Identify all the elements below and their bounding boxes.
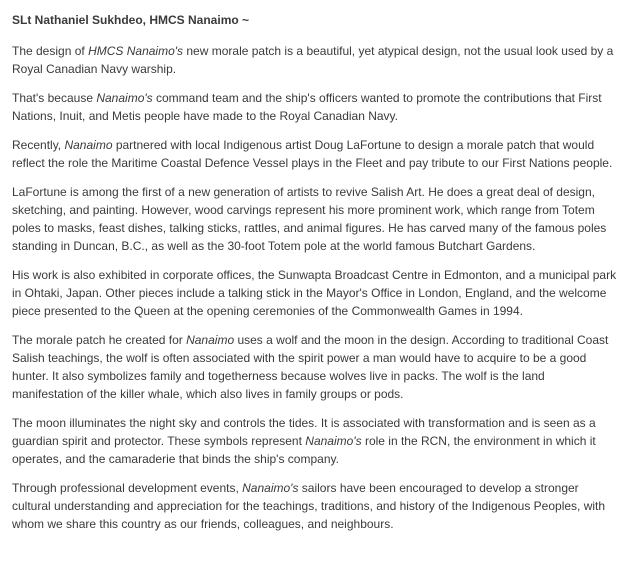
paragraph-text: The moon illuminates the night sky and controls the tides. It is associated with transformation and is seen as a guardian spirit and protector. These symbols represent bbox=[12, 416, 596, 448]
paragraph-text: His work is also exhibited in corporate offices, the Sunwapta Broadcast Centre in Edmonton, and a municipal park in Ohtaki, Japan. Other pieces include a talking stick in the Mayor's Office in London, England, and the welcome piece presented to the Queen at the opening ceremonies of the Commonwealth Games in 1994. bbox=[12, 268, 617, 318]
ship-name-italic: Nanaimo's bbox=[96, 91, 153, 105]
article-paragraph bbox=[12, 331, 619, 403]
paragraph-text: That's because bbox=[12, 91, 97, 105]
paragraph-text: uses a wolf and the moon in the design. According to traditional Coast Salish teachings, the wolf is often associated with the spirit power a man would have to acquire to be a good hunter. It also symbolizes family and togetherness because wolves live in packs. The wolf is the land manifestation of the killer whale, which also lives in family groups or pods. bbox=[12, 333, 609, 401]
article-paragraph bbox=[12, 183, 619, 255]
paragraph-text: The design of bbox=[12, 44, 89, 58]
ship-name-italic: Nanaimo's bbox=[305, 434, 362, 448]
paragraph-text: partnered with local Indigenous artist Doug LaFortune to design a morale patch that would reflect the role the Maritime Coastal Defence Vessel plays in the Fleet and pay tribute to our First Nations people. bbox=[12, 138, 613, 170]
paragraph-text: The morale patch he created for bbox=[12, 333, 187, 347]
ship-name-italic: Nanaimo bbox=[186, 333, 235, 347]
paragraph-text: Through professional development events, bbox=[12, 481, 243, 495]
article-paragraph bbox=[12, 414, 619, 468]
paragraph-text: role in the RCN, the environment in which it operates, and the camaraderie that binds the ship's company. bbox=[12, 434, 596, 466]
ship-name-italic: Nanaimo's bbox=[242, 481, 299, 495]
paragraph-text: Recently, bbox=[12, 138, 65, 152]
article-paragraph bbox=[12, 479, 619, 533]
article-body bbox=[12, 42, 619, 533]
article-paragraph bbox=[12, 266, 619, 320]
article-paragraph bbox=[12, 89, 619, 125]
paragraph-text: command team and the ship's officers wanted to promote the contributions that First Nations, Inuit, and Metis people have made to the Royal Canadian Navy. bbox=[12, 91, 602, 123]
article-paragraph bbox=[12, 136, 619, 172]
paragraph-text: new morale patch is a beautiful, yet atypical design, not the usual look used by a Royal Canadian Navy warship. bbox=[12, 44, 614, 76]
paragraph-text: sailors have been encouraged to develop a stronger cultural understanding and appreciation for the teachings, traditions, and history of the Indigenous Peoples, with whom we share this country as our friends, colleagues, and neighbours. bbox=[12, 481, 606, 531]
ship-name-italic: HMCS Nanaimo's bbox=[88, 44, 184, 58]
article-byline: SLt Nathaniel Sukhdeo, HMCS Nanaimo ~ bbox=[12, 13, 250, 27]
paragraph-text: LaFortune is among the first of a new generation of artists to revive Salish Art. He does a great deal of design, sketching, and painting. However, wood carvings represent his more prominent work, which range from Totem poles to masks, feast dishes, talking sticks, rattles, and animal figures. He has carved many of the famous poles standing in Duncan, B.C., as well as the 30-foot Totem pole at the world famous Butchart Gardens. bbox=[12, 185, 607, 253]
article-paragraph bbox=[12, 42, 619, 78]
ship-name-italic: Nanaimo bbox=[64, 138, 113, 152]
